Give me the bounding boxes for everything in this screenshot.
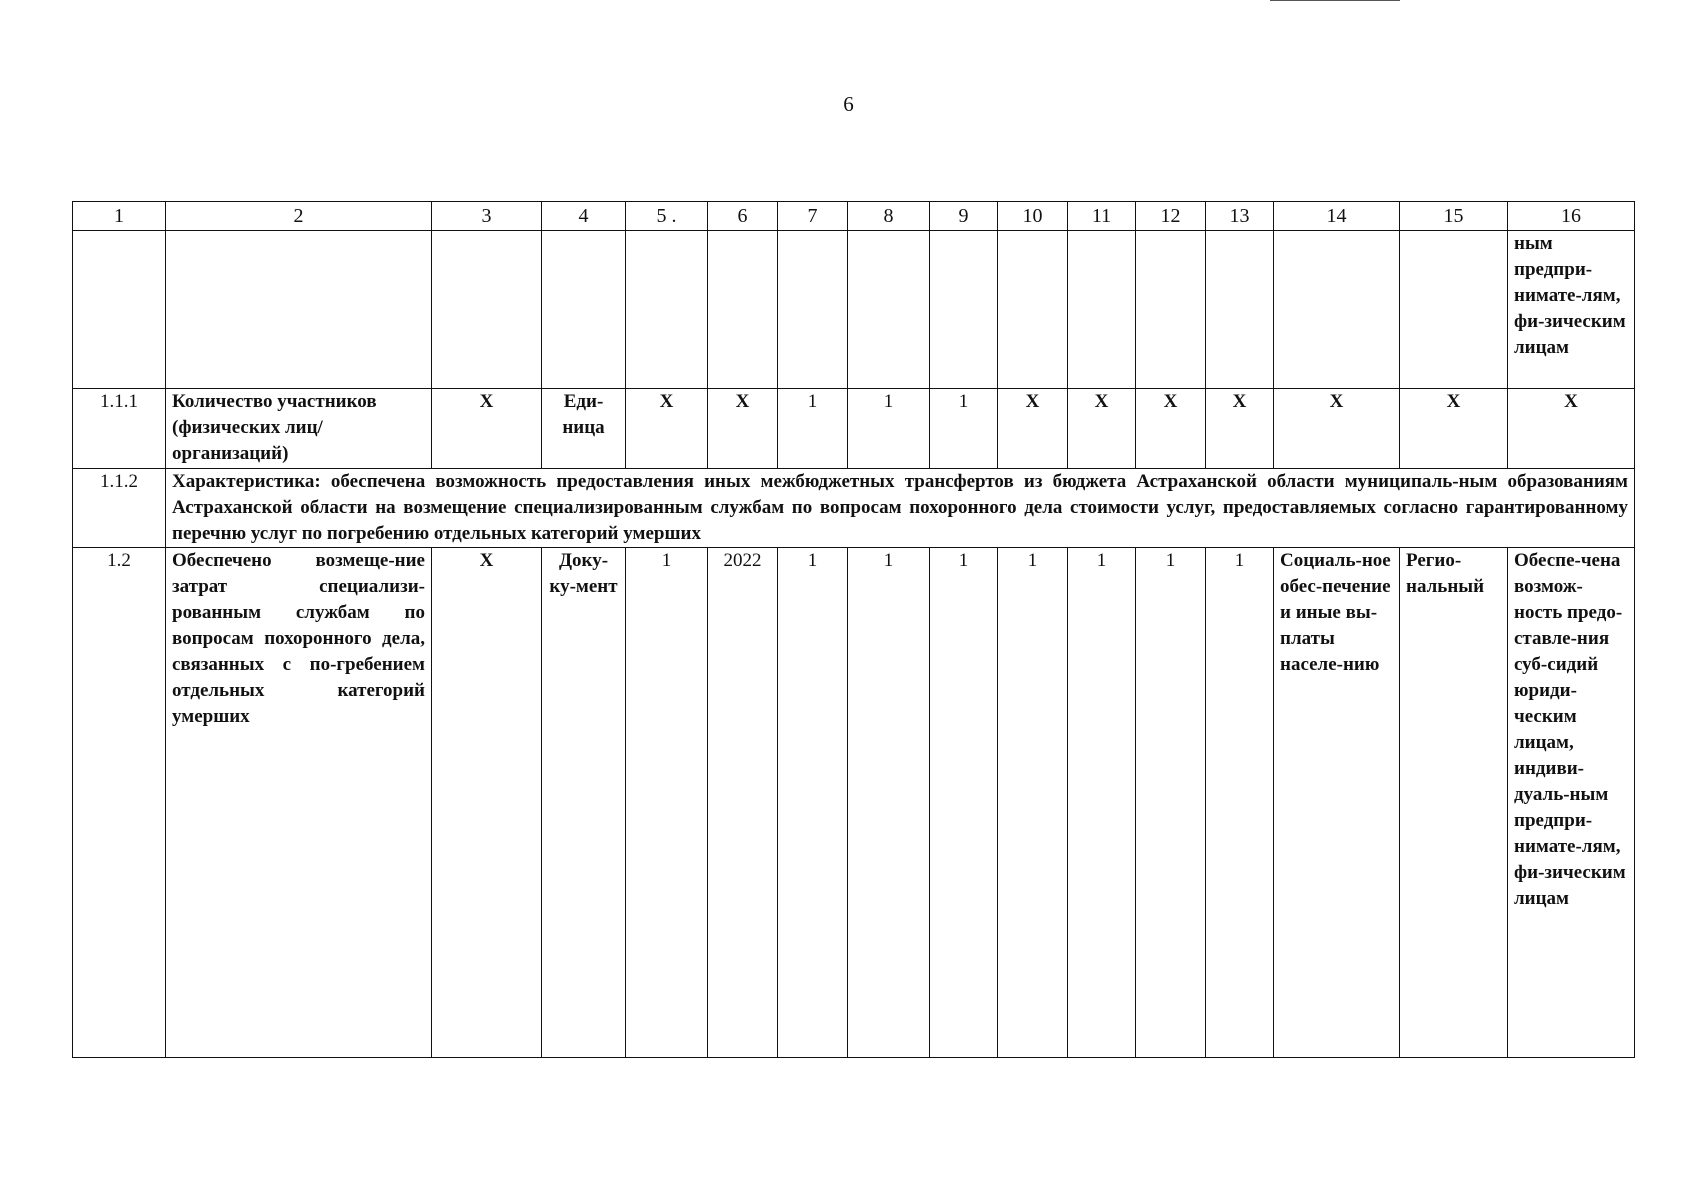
col-number: 11: [1068, 202, 1136, 231]
col-number: 10: [998, 202, 1068, 231]
cell: 1: [848, 389, 930, 469]
page-number: 6: [843, 92, 854, 116]
col-number: 6: [708, 202, 778, 231]
cell-unit: Доку-ку-мент: [542, 548, 626, 1058]
col-number: 5 .: [626, 202, 708, 231]
table-row-1-1-2: [73, 469, 1635, 548]
table-row-1-1-1: [73, 389, 1635, 469]
table-row-1-2: [73, 548, 1635, 1058]
cell-expense-type: Социаль-ное обес-печение и иные вы-платы населе-нию: [1274, 548, 1400, 1058]
cell: X: [1068, 389, 1136, 469]
col-number: 8: [848, 202, 930, 231]
row-number: 1.1.2: [73, 469, 166, 548]
cell: X: [626, 389, 708, 469]
cell: X: [432, 389, 542, 469]
col-number: 3: [432, 202, 542, 231]
cell: 1: [778, 389, 848, 469]
col-number: 9: [930, 202, 998, 231]
cell: X: [432, 548, 542, 1058]
column-number-row: [73, 202, 1635, 231]
col-number: 14: [1274, 202, 1400, 231]
row-number: 1.1.1: [73, 389, 166, 469]
col-number: 1: [73, 202, 166, 231]
col-number: 4: [542, 202, 626, 231]
cell: 1: [1206, 548, 1274, 1058]
top-margin-line: [1270, 0, 1400, 1]
cell: X: [1136, 389, 1206, 469]
cell: 1: [998, 548, 1068, 1058]
continuation-col16: ным предпри-нимате-лям, фи-зическим лицам: [1508, 231, 1635, 389]
cell-result: Обеспе-чена возмож-ность предо-ставле-ния суб-сидий юриди-ческим лицам, индиви-дуаль-ным предпри-нимате-лям, фи-зическим лицам: [1508, 548, 1635, 1058]
cell: 1: [848, 548, 930, 1058]
cell: X: [998, 389, 1068, 469]
col-number: 2: [166, 202, 432, 231]
cell: X: [1400, 389, 1508, 469]
cell: 1: [930, 389, 998, 469]
col-number: 13: [1206, 202, 1274, 231]
cell: 1: [1068, 548, 1136, 1058]
cell: 1: [930, 548, 998, 1058]
col-number: 7: [778, 202, 848, 231]
program-table: [72, 201, 1635, 1058]
row-name: Обеспечено возмеще-ние затрат специализи-рованным службам по вопросам похоронного дела, связанных с по-гребением отдельных категорий умерших: [166, 548, 432, 1058]
cell: 1: [778, 548, 848, 1058]
col-number: 12: [1136, 202, 1206, 231]
characteristic-text: Характеристика: обеспечена возможность предоставления иных межбюджетных трансфертов из бюджета Астраханской области муниципаль-ным образованиям Астраханской области на возмещение специализированным службам по вопросам похоронного дела стоимости услуг, предоставляемых согласно гарантированному перечню услуг по погребению отдельных категорий умерших: [166, 469, 1635, 548]
cell-level: Регио-нальный: [1400, 548, 1508, 1058]
cell: 1: [626, 548, 708, 1058]
continuation-row: [73, 231, 1635, 389]
cell: X: [708, 389, 778, 469]
cell: X: [1508, 389, 1635, 469]
cell: 1: [1136, 548, 1206, 1058]
cell-year: 2022: [708, 548, 778, 1058]
col-number: 15: [1400, 202, 1508, 231]
row-number: 1.2: [73, 548, 166, 1058]
row-name: Количество участников (физических лиц/организаций): [166, 389, 432, 469]
cell: X: [1274, 389, 1400, 469]
cell-unit: Еди-ница: [542, 389, 626, 469]
cell: X: [1206, 389, 1274, 469]
col-number: 16: [1508, 202, 1635, 231]
